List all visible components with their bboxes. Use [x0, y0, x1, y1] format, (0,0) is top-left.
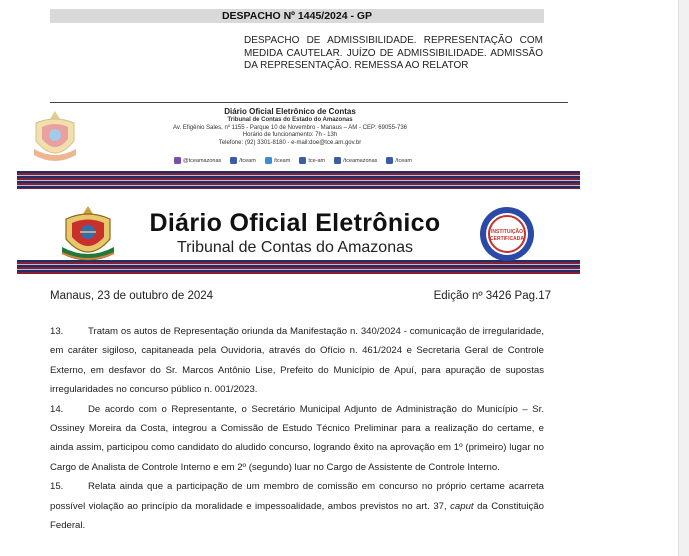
small-header-title: Diário Oficial Eletrônico de Contas: [224, 107, 356, 116]
seal-line-2: CERTIFICADA: [490, 236, 524, 242]
despacho-summary: DESPACHO DE ADMISSIBILIDADE. REPRESENTAÇÃO COM MEDIDA CAUTELAR. JUÍZO DE ADMISSIBILIDADE. ADMISSÃO DA REPRESENTAÇÃO. REMESSA AO RELATOR: [244, 35, 543, 71]
social-label: /tceam: [239, 157, 256, 164]
page-edge: [678, 0, 689, 556]
social-flickr[interactable]: [299, 157, 325, 164]
seal-line-1: INSTITUIÇÃO: [491, 229, 523, 235]
social-label: /tceam: [395, 157, 412, 164]
masthead-title: Diário Oficial Eletrônico: [149, 209, 441, 237]
paragraph-text: Relata ainda que a participação de um membro de comissão em concurso no próprio certame acarreta possível violação ao princípio da moralidade e impessoalidade, ambos previstos no art. 37,: [50, 481, 544, 512]
social-links: [174, 157, 412, 164]
certification-seal-icon: [478, 205, 536, 263]
small-header-hours: Horário de funcionamento: 7h - 13h: [242, 132, 338, 139]
edition-page: Edição nº 3426 Pag.17: [433, 290, 551, 302]
facebook-icon: [230, 157, 237, 164]
twitter-icon: [265, 157, 272, 164]
paragraph-number: 14.: [50, 403, 64, 415]
instagram-icon: [174, 157, 181, 164]
social-twitter[interactable]: [265, 157, 291, 164]
paragraph-14: [50, 400, 544, 478]
publication-date: Manaus, 23 de outubro de 2024: [50, 290, 214, 302]
small-header: [170, 107, 410, 148]
social-tiktok[interactable]: [386, 157, 412, 164]
paragraph-15: [50, 477, 544, 535]
social-youtube[interactable]: [334, 157, 377, 164]
small-header-org: Tribunal de Contas do Estado do Amazonas: [227, 117, 353, 123]
despacho-title: DESPACHO Nº 1445/2024 - GP: [221, 10, 373, 22]
paragraph-italic: caput: [450, 500, 474, 512]
crest-logo: [60, 205, 116, 265]
social-label: /tceamazonas: [343, 157, 378, 164]
section-divider: [50, 102, 568, 103]
youtube-icon: [334, 157, 341, 164]
paragraph-13: [50, 322, 544, 400]
social-facebook[interactable]: [230, 157, 256, 164]
crest-logo-small: [30, 109, 80, 167]
paragraph-text-end: da Constituição Federal.: [50, 500, 544, 532]
masthead-subtitle: Tribunal de Contas do Amazonas: [177, 239, 413, 256]
despacho-header-bar: [50, 9, 544, 23]
social-instagram[interactable]: [174, 157, 221, 164]
document-body: [50, 322, 544, 535]
paragraph-number: 13.: [50, 326, 64, 337]
social-label: tce-am: [308, 157, 326, 164]
tiktok-icon: [386, 157, 393, 164]
flickr-icon: [299, 157, 306, 164]
masthead-stripe-top: [17, 171, 580, 189]
social-label: /tceam: [273, 157, 291, 164]
social-label: @tceamazonas: [183, 157, 222, 164]
paragraph-text: De acordo com o Representante, o Secretário Municipal Adjunto de Administração do Município – Sr. Ossiney Moreira da Costa, integrou a Comissão de Estudo Técnico Preliminar para a realização do certame, e ainda assim, participou como candidato do aludido concurso, logrando êxito na aprovação em 1º (primeiro) lugar no Cargo de Analista de Controle Interno e em 2º (segundo) luar no Cargo de Assistente de Controle Interno.: [50, 403, 544, 473]
small-header-contact: Telefone: (92) 3301-8180 - e-mail:doe@tce.am.gov.br: [218, 140, 362, 147]
small-header-address: Av. Efigênio Sales, nº 1155 - Parque 10 de Novembro - Manaus – AM - CEP: 69055-736: [173, 124, 407, 131]
paragraph-number: 15.: [50, 481, 64, 493]
paragraph-text: Tratam os autos de Representação oriunda da Manifestação n. 340/2024 - comunicação de irregularidade, em caráter sigiloso, capitaneada pela Ouvidoria, através do Ofício n. 461/2024 e Secretaria Geral de Controle Externo, em desfavor do Sr. Marcos Antônio Lise, Prefeito do Município de Apuí, para apuração de supostas irregularidades no concurso público n. 001/2023.: [50, 326, 544, 396]
